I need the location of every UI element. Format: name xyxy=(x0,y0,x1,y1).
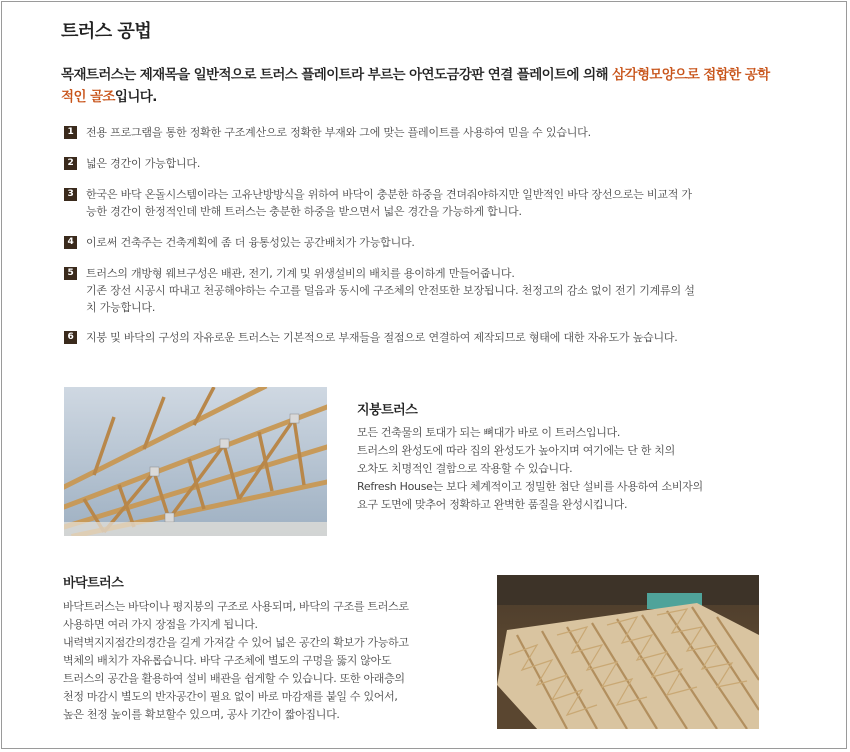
list-item xyxy=(64,234,799,251)
description-line: 내력벽지지점간의경간을 길게 가져갈 수 있어 넓은 공간의 확보가 가능하고 xyxy=(63,636,409,649)
description-line: 천정 마감시 별도의 반자공간이 필요 없이 바로 마감재를 붙일 수 있어서, xyxy=(63,690,398,703)
floor-truss-title: 바닥트러스 xyxy=(63,576,124,591)
list-item-text: 능한 경간이 한정적인데 반해 트러스는 충분한 하중을 받으면서 넓은 경간을 가능하게 합니다. xyxy=(86,205,522,218)
list-item xyxy=(64,124,799,141)
description-line: 트러스의 완성도에 따라 집의 완성도가 높아지며 여기에는 단 한 치의 xyxy=(357,444,675,457)
list-item-text: 지붕 및 바닥의 구성의 자유로운 트러스는 기본적으로 부재들을 절점으로 연결하여 제작되므로 형태에 대한 자유도가 높습니다. xyxy=(86,331,678,344)
page-title: 트러스 공법 xyxy=(61,21,152,42)
roof-truss-title: 지붕트러스 xyxy=(357,403,418,418)
description-line: 요구 도면에 맞추어 정확하고 완벽한 품질을 완성시킵니다. xyxy=(357,498,628,511)
intro-text: 목재트러스는 제재목을 일반적으로 트러스 플레이트라 부르는 아연도금강판 연결 플레이트에 의해 xyxy=(61,67,613,83)
description-line: 바닥트러스는 바닥이나 평지붕의 구조로 사용되며, 바닥의 구조를 트러스로 xyxy=(63,600,409,613)
number-badge: 4 xyxy=(64,236,77,249)
intro-highlight: 삼각형모양으로 접합한 공학적인 골조 xyxy=(61,67,770,105)
list-item xyxy=(64,265,799,316)
list-item-text: 치 가능합니다. xyxy=(86,301,156,314)
list-item-text: 이로써 건축주는 건축계획에 좀 더 융통성있는 공간배치가 가능합니다. xyxy=(86,236,415,249)
description-line: 오차도 치명적인 결함으로 작용할 수 있습니다. xyxy=(357,462,573,475)
list-item-text: 넓은 경간이 가능합니다. xyxy=(86,157,201,170)
description-line: 모든 건축물의 토대가 되는 뼈대가 바로 이 트러스입니다. xyxy=(357,426,621,439)
list-item-text: 전용 프로그램을 통한 정확한 구조계산으로 정확한 부재와 그에 맞는 플레이트를 사용하여 믿을 수 있습니다. xyxy=(86,126,591,139)
description-line: 높은 천정 높이를 확보할수 있으며, 공사 기간이 짧아집니다. xyxy=(63,708,340,721)
feature-list xyxy=(64,124,799,346)
roof-truss-photo xyxy=(64,387,327,536)
roof-truss-description xyxy=(357,424,703,514)
list-item-text: 기존 장선 시공시 따내고 천공해야하는 수고를 덜음과 동시에 구조체의 안전또한 보장됩니다. 천정고의 감소 없이 전기 기계류의 설 xyxy=(86,284,695,297)
description-line: 벽체의 배치가 자유롭습니다. 바닥 구조체에 별도의 구멍을 뚫지 않아도 xyxy=(63,654,392,667)
description-line: 트러스의 공간을 활용하여 설비 배관을 쉽게할 수 있습니다. 또한 아래층의 xyxy=(63,672,405,685)
list-item xyxy=(64,186,799,220)
description-line: 사용하면 여러 가지 장점을 가지게 됩니다. xyxy=(63,618,258,631)
floor-truss-description xyxy=(63,598,409,724)
list-item-text: 트러스의 개방형 웨브구성은 배관, 전기, 기계 및 위생설비의 배치를 용이하게 만들어줍니다. xyxy=(86,267,515,280)
number-badge: 6 xyxy=(64,331,77,344)
intro-paragraph xyxy=(61,64,781,108)
description-line: Refresh House는 보다 체계적이고 정밀한 첨단 설비를 사용하여 소비자의 xyxy=(357,480,703,493)
list-item xyxy=(64,155,799,172)
number-badge: 3 xyxy=(64,188,77,201)
number-badge: 1 xyxy=(64,126,77,139)
list-item xyxy=(64,329,799,346)
floor-truss-photo xyxy=(497,575,759,729)
number-badge: 2 xyxy=(64,157,77,170)
list-item-text: 한국은 바닥 온돌시스템이라는 고유난방방식을 위하여 바닥이 충분한 하중을 견뎌줘야하지만 일반적인 바닥 장선으로는 비교적 가 xyxy=(86,188,692,201)
number-badge: 5 xyxy=(64,267,77,280)
intro-text-end: 입니다. xyxy=(114,89,157,105)
